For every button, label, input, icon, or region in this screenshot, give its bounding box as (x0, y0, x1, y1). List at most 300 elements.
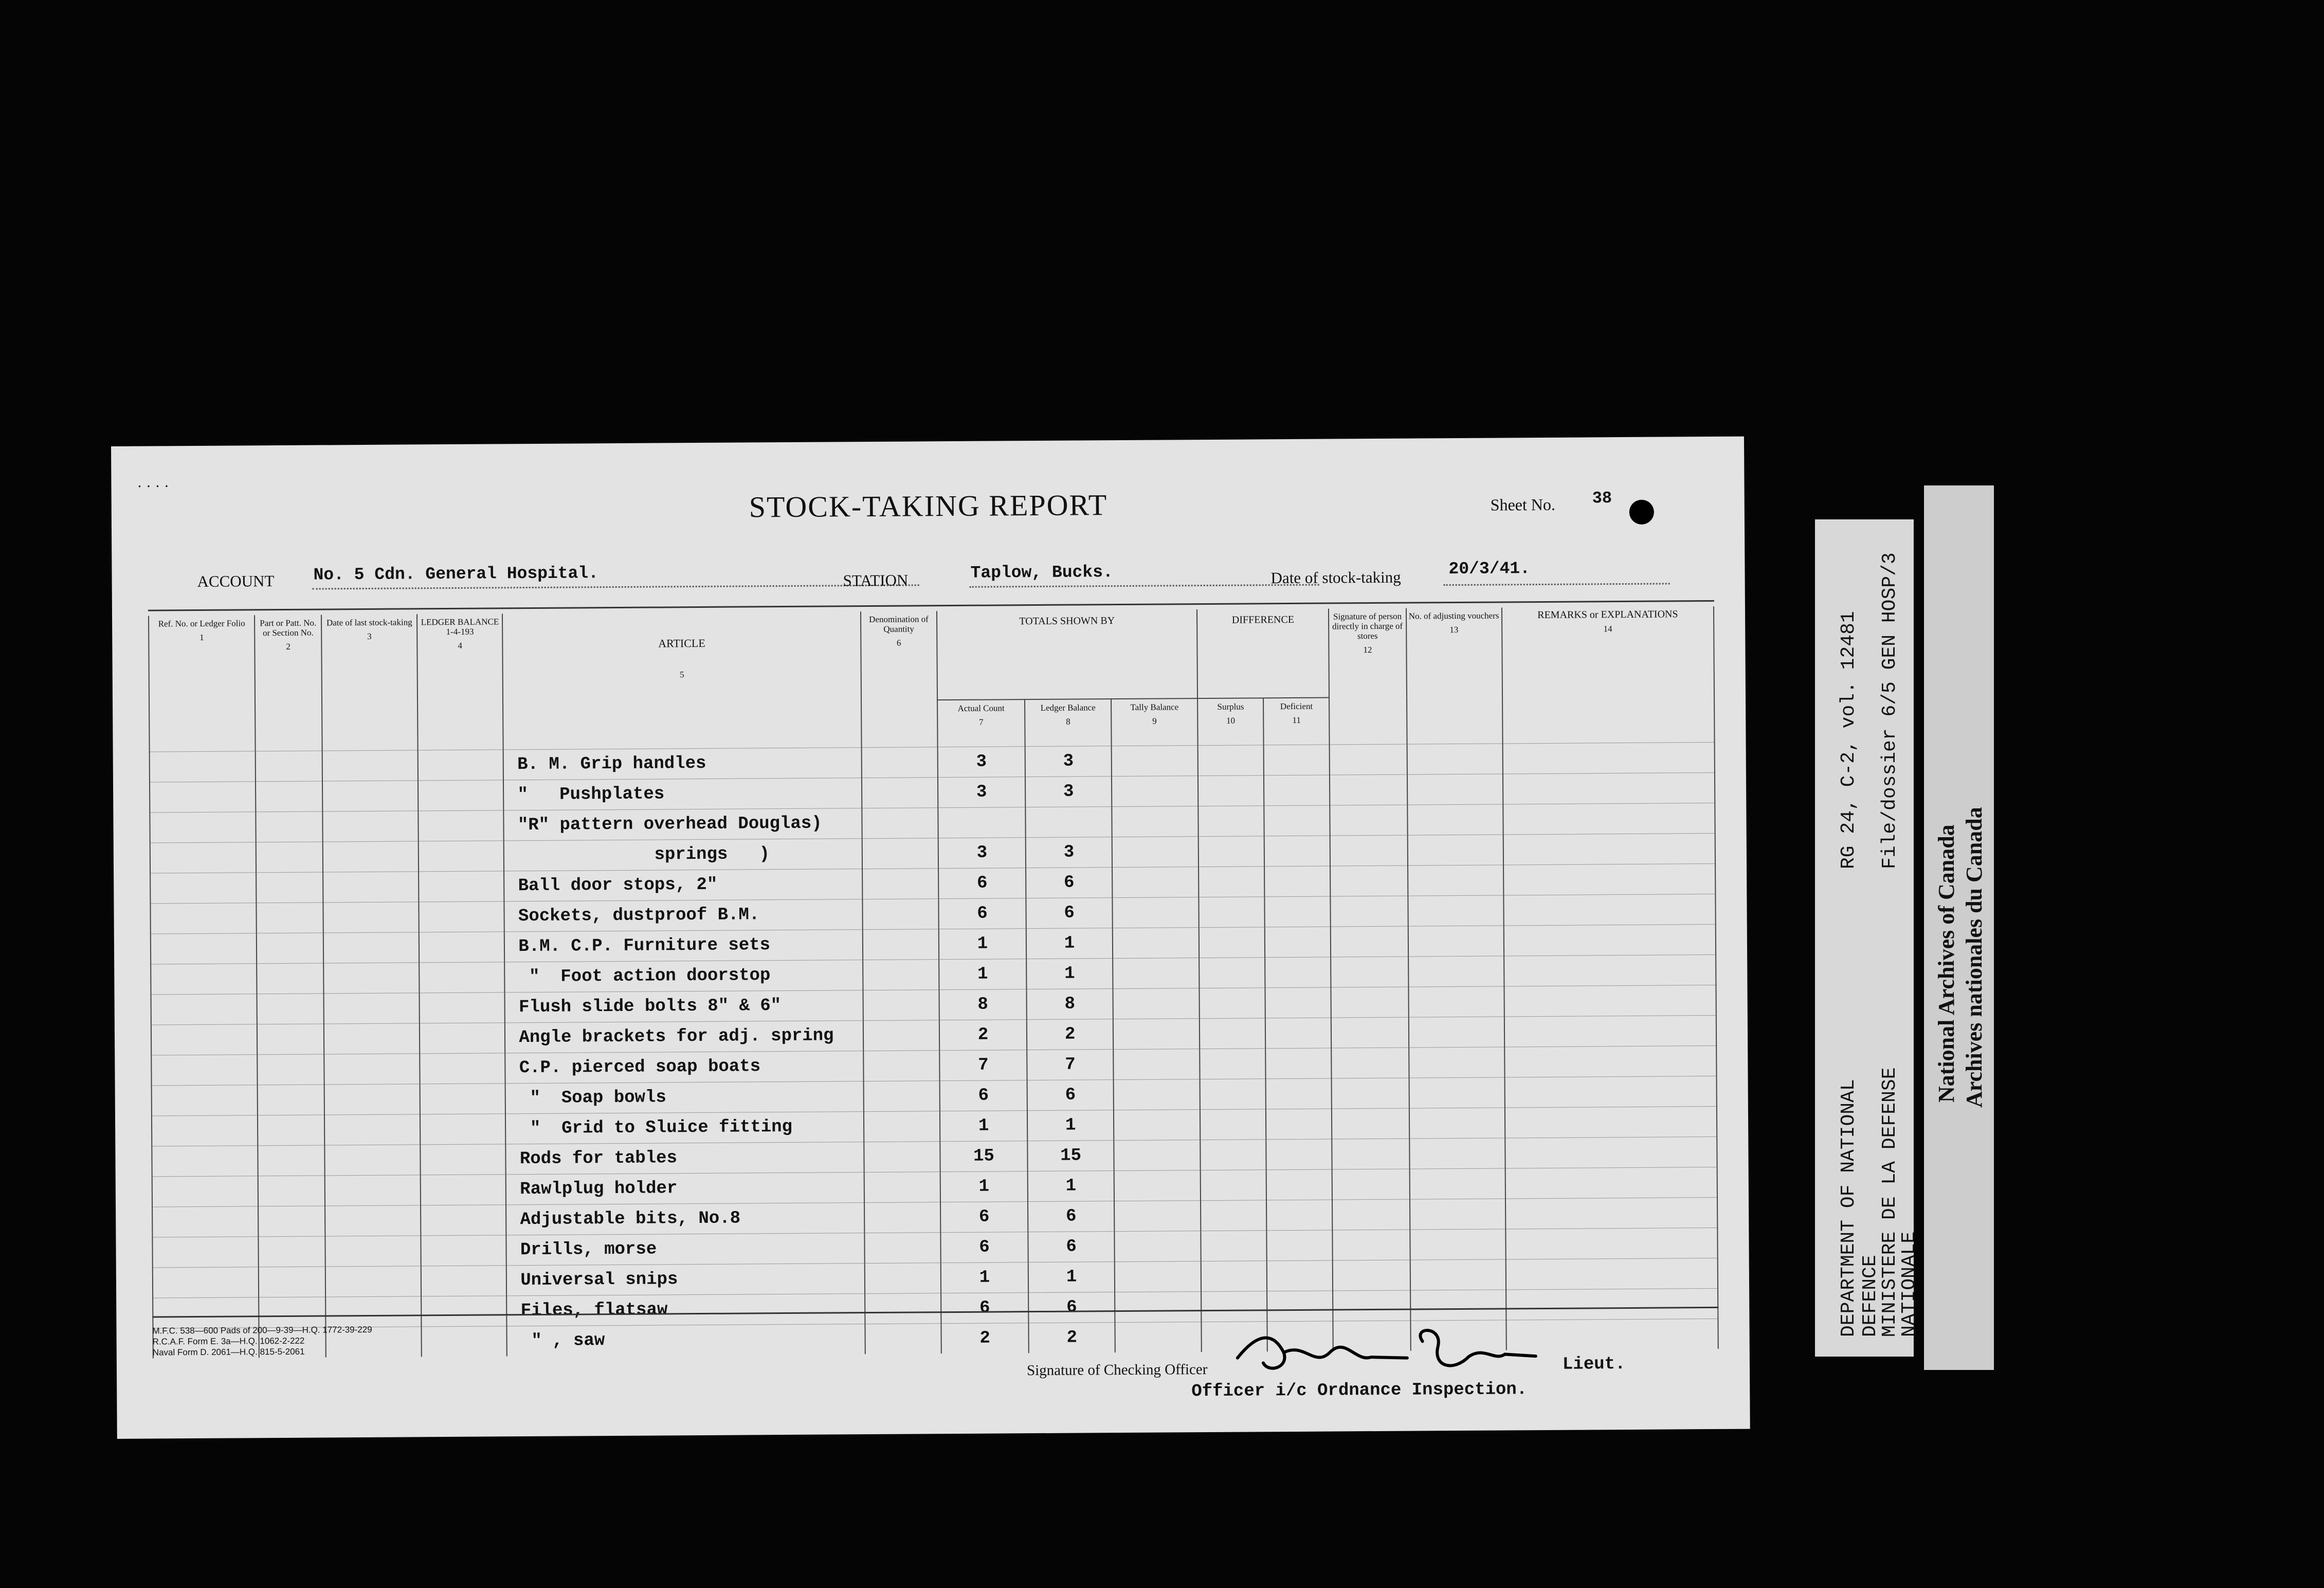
station-label: STATION (843, 571, 909, 590)
empty-cell (1264, 805, 1330, 836)
actual-count-cell: 6 (938, 898, 1026, 929)
col-actual-count: Actual Count 7 (937, 699, 1025, 747)
empty-cell (1264, 836, 1330, 867)
empty-cell (1264, 745, 1330, 775)
empty-cell (1407, 804, 1503, 835)
empty-cell (862, 899, 938, 930)
empty-cell (863, 1020, 939, 1051)
actual-count-cell: 1 (940, 1171, 1028, 1202)
empty-cell (1200, 1018, 1265, 1049)
empty-cell (257, 1024, 324, 1055)
article-cell: B.M. C.P. Furniture sets (504, 930, 863, 962)
empty-cell (1199, 927, 1265, 958)
empty-cell (1505, 1258, 1718, 1290)
station-value: Taplow, Bucks. (970, 563, 1113, 583)
date-value: 20/3/41. (1448, 559, 1531, 579)
empty-cell (1201, 1291, 1267, 1322)
actual-count-cell: 15 (940, 1141, 1027, 1172)
empty-cell (420, 1023, 505, 1054)
col-group-difference: DIFFERENCE (1197, 609, 1329, 699)
empty-cell (864, 1142, 940, 1172)
article-cell: springs ) (504, 839, 862, 871)
empty-cell (1113, 928, 1199, 959)
empty-cell (257, 994, 324, 1024)
ledger-balance-cell: 15 (1027, 1141, 1114, 1171)
empty-cell (258, 1115, 324, 1146)
empty-cell (259, 1297, 325, 1328)
empty-cell (419, 932, 504, 963)
actual-count-cell: 1 (941, 1262, 1028, 1293)
empty-cell (152, 1146, 258, 1177)
empty-cell (419, 810, 504, 841)
empty-cell (1505, 1228, 1718, 1259)
col-deficient: Deficient 11 (1263, 698, 1330, 745)
empty-cell (1410, 1229, 1505, 1260)
actual-count-cell (938, 807, 1025, 838)
empty-cell (151, 1024, 257, 1055)
empty-cell (1266, 1109, 1332, 1140)
empty-cell (1199, 836, 1264, 867)
handwritten-signature (1227, 1320, 1546, 1384)
empty-cell (1333, 1290, 1410, 1321)
actual-count-cell: 3 (938, 838, 1026, 869)
empty-cell (1112, 776, 1198, 807)
empty-cell (324, 1114, 420, 1145)
empty-cell (1113, 1049, 1200, 1080)
col-surplus: Surplus 10 (1197, 698, 1264, 745)
empty-cell (152, 1176, 258, 1207)
col-vouchers: No. of adjusting vouchers 13 (1406, 607, 1503, 744)
article-cell: Drills, morse (506, 1233, 865, 1266)
date-dotted-line (1444, 583, 1670, 586)
actual-count-cell: 2 (941, 1323, 1028, 1354)
empty-cell (421, 1266, 506, 1296)
empty-cell (1502, 742, 1715, 774)
empty-cell (1505, 1167, 1717, 1199)
empty-cell (1199, 958, 1265, 988)
empty-cell (421, 1235, 506, 1266)
empty-cell (1330, 774, 1407, 805)
empty-cell (257, 1054, 324, 1085)
ledger-balance-cell (1025, 807, 1112, 838)
empty-cell (152, 1115, 258, 1146)
ledger-balance-cell: 6 (1028, 1232, 1114, 1262)
empty-cell (1407, 774, 1502, 805)
empty-cell (1408, 865, 1503, 896)
empty-cell (1410, 1199, 1505, 1230)
archives-french: Archives nationales du Canada (1962, 807, 1987, 1108)
empty-cell (323, 932, 419, 963)
empty-cell (1409, 1077, 1504, 1108)
empty-cell (257, 933, 323, 964)
empty-cell (256, 842, 323, 873)
form-title: STOCK-TAKING REPORT (749, 488, 1108, 524)
empty-cell (1266, 1139, 1332, 1170)
empty-cell (1409, 1047, 1504, 1078)
col-ledger-balance-total: Ledger Balance 8 (1025, 699, 1112, 747)
empty-cell (1331, 987, 1408, 1018)
empty-cell (1112, 867, 1199, 898)
article-cell: Rawlplug holder (506, 1172, 864, 1205)
empty-cell (865, 1324, 941, 1354)
empty-cell (421, 1296, 506, 1327)
empty-cell (863, 929, 939, 960)
empty-cell (1503, 772, 1715, 804)
empty-cell (1265, 987, 1331, 1018)
empty-cell (1201, 1261, 1267, 1292)
ledger-balance-cell: 3 (1025, 746, 1112, 777)
article-cell: "R" pattern overhead Douglas) (504, 808, 862, 841)
empty-cell (1333, 1230, 1410, 1260)
empty-cell (1201, 1170, 1266, 1201)
empty-cell (864, 1202, 940, 1233)
empty-cell (150, 751, 256, 782)
col-article: ARTICLE 5 (502, 611, 861, 750)
empty-cell (1504, 1076, 1717, 1108)
empty-cell (1410, 1290, 1506, 1321)
dept-line-2: DEFENCE (1859, 1255, 1881, 1337)
empty-cell (1199, 867, 1264, 897)
empty-cell (1200, 1049, 1265, 1079)
col-tally-balance: Tally Balance 9 (1111, 698, 1198, 746)
ledger-balance-cell: 1 (1028, 1171, 1114, 1202)
form-print-line-2: R.C.A.F. Form E. 3a—H.Q. 1062-2-222 (152, 1336, 305, 1347)
signature-rank: Lieut. (1562, 1355, 1626, 1375)
date-label: Date of stock-taking (1270, 568, 1401, 587)
empty-cell (258, 1145, 324, 1176)
empty-cell (259, 1267, 325, 1297)
article-cell: Sockets, dustproof B.M. (504, 899, 863, 932)
empty-cell (258, 1206, 325, 1237)
empty-cell (322, 781, 418, 811)
stock-taking-form (111, 437, 1750, 1439)
empty-cell (1333, 1260, 1410, 1291)
empty-cell (153, 1267, 259, 1298)
dept-line-4: NATIONALE (1898, 1231, 1920, 1337)
empty-cell (1505, 1136, 1717, 1168)
empty-cell (418, 750, 503, 781)
empty-cell (325, 1266, 421, 1297)
empty-cell (419, 962, 504, 993)
station-dotted-line (970, 584, 1319, 588)
signature-label: Signature of Checking Officer (1026, 1361, 1208, 1379)
empty-cell (323, 963, 419, 994)
empty-cell (863, 1051, 939, 1081)
actual-count-cell: 6 (940, 1080, 1027, 1111)
empty-cell (1201, 1140, 1266, 1170)
empty-cell (150, 873, 256, 904)
actual-count-cell: 3 (938, 777, 1025, 808)
actual-count-cell: 3 (938, 747, 1025, 778)
dept-line-1: DEPARTMENT OF NATIONAL (1838, 1079, 1860, 1337)
empty-cell (150, 812, 256, 843)
empty-cell (256, 781, 322, 812)
ledger-balance-cell: 3 (1026, 837, 1112, 868)
ledger-balance-cell: 6 (1026, 868, 1112, 898)
ref-line-2: File/dossier 6/5 GEN HOSP/3 (1879, 552, 1901, 869)
empty-cell (1330, 835, 1407, 866)
empty-cell (419, 841, 504, 872)
article-cell: Flush slide bolts 8" & 6" (505, 990, 863, 1023)
empty-cell (1266, 1200, 1332, 1231)
empty-cell (150, 903, 256, 934)
article-cell: Files, flatsaw (507, 1294, 865, 1326)
empty-cell (863, 960, 939, 990)
empty-cell (1267, 1291, 1333, 1322)
empty-cell (258, 1085, 324, 1115)
empty-cell (1112, 806, 1198, 837)
empty-cell (1264, 775, 1330, 806)
empty-cell (324, 993, 420, 1024)
account-dotted-line (313, 584, 919, 589)
article-cell: " Grid to Sluice fitting (505, 1112, 864, 1144)
empty-cell (1265, 957, 1331, 988)
col-part-no: Part or Patt. No. or Section No. 2 (255, 615, 322, 751)
empty-cell (1408, 895, 1503, 926)
empty-cell (864, 1111, 940, 1142)
empty-cell (1407, 744, 1502, 774)
empty-cell (1114, 1170, 1201, 1201)
empty-cell (258, 1176, 325, 1206)
empty-cell (1115, 1322, 1202, 1353)
empty-cell (257, 903, 323, 933)
empty-cell (1407, 835, 1503, 865)
article-cell: B. M. Grip handles (503, 748, 862, 780)
actual-count-cell: 6 (940, 1202, 1028, 1233)
empty-cell (1114, 1110, 1200, 1141)
empty-cell (864, 1233, 940, 1264)
empty-cell (1505, 1197, 1718, 1229)
empty-cell (1267, 1260, 1333, 1291)
article-cell: Universal snips (506, 1264, 865, 1296)
empty-cell (323, 872, 419, 903)
empty-cell (1409, 1168, 1505, 1199)
empty-cell (324, 1084, 420, 1115)
actual-count-cell: 2 (939, 1020, 1027, 1051)
empty-cell (421, 1205, 506, 1236)
empty-cell (1266, 1169, 1332, 1200)
empty-cell (1114, 1201, 1201, 1232)
sheet-number: 38 (1592, 489, 1612, 508)
empty-cell (1504, 985, 1716, 1017)
article-cell: " , saw (507, 1324, 865, 1357)
col-ref-no: Ref. No. or Ledger Folio 1 (149, 615, 256, 752)
empty-cell (152, 1237, 258, 1268)
punch-hole (1629, 500, 1654, 525)
empty-cell (259, 1236, 325, 1267)
paper-specks: · · · · (137, 478, 170, 495)
col-denomination: Denomination of Quantity 6 (861, 611, 938, 747)
empty-cell (151, 964, 257, 995)
empty-cell (863, 1081, 939, 1112)
actual-count-cell: 7 (939, 1050, 1027, 1081)
ref-line-1: RG 24, C-2, vol. 12481 (1838, 611, 1860, 869)
empty-cell (1504, 1015, 1716, 1047)
empty-cell (1115, 1231, 1201, 1262)
stock-table (148, 606, 1719, 1359)
empty-cell (420, 993, 505, 1023)
empty-cell (1201, 1231, 1267, 1261)
dept-line-3: MINISTERE DE LA DEFENSE (1879, 1067, 1901, 1337)
empty-cell (1503, 833, 1715, 865)
empty-cell (1113, 1019, 1200, 1050)
col-group-totals: TOTALS SHOWN BY (937, 609, 1197, 700)
empty-cell (419, 901, 504, 932)
empty-cell (1200, 1109, 1266, 1140)
empty-cell (1265, 927, 1331, 958)
empty-cell (256, 751, 322, 782)
empty-cell (323, 841, 419, 872)
empty-cell (324, 1023, 420, 1054)
article-cell: " Foot action doorstop (505, 960, 863, 993)
ledger-balance-cell: 1 (1026, 959, 1113, 989)
empty-cell (1331, 926, 1408, 957)
article-cell: Adjustable bits, No.8 (506, 1203, 864, 1235)
empty-cell (1200, 1079, 1266, 1110)
empty-cell (1408, 926, 1503, 957)
empty-cell (1408, 986, 1504, 1017)
archive-reference-strip (1815, 519, 1920, 1357)
empty-cell (1113, 958, 1199, 989)
actual-count-cell: 1 (940, 1111, 1027, 1142)
account-value: No. 5 Cdn. General Hospital. (313, 564, 599, 585)
empty-cell (1506, 1288, 1718, 1320)
empty-cell (1331, 957, 1408, 987)
article-cell: " Pushplates (503, 778, 862, 810)
empty-cell (1332, 1078, 1409, 1109)
empty-cell (152, 1206, 258, 1237)
form-print-line-1: M.F.C. 538—600 Pads of 200—9-39—H.Q. 1772-39-229 (152, 1324, 372, 1336)
empty-cell (1114, 1079, 1200, 1110)
empty-cell (863, 990, 939, 1021)
ledger-balance-cell: 7 (1027, 1050, 1113, 1080)
empty-cell (151, 994, 257, 1025)
empty-cell (1503, 863, 1716, 895)
empty-cell (1112, 746, 1198, 777)
empty-cell (1112, 837, 1199, 868)
empty-cell (1330, 805, 1407, 836)
empty-cell (256, 872, 323, 903)
empty-cell (256, 811, 322, 842)
empty-cell (1199, 806, 1264, 837)
empty-cell (1199, 897, 1265, 928)
ledger-balance-cell: 1 (1028, 1262, 1115, 1293)
col-remarks: REMARKS or EXPLANATIONS 14 (1502, 606, 1715, 744)
article-cell: Ball door stops, 2" (504, 869, 862, 901)
empty-cell (1503, 803, 1715, 835)
empty-cell (1115, 1261, 1201, 1292)
article-cell: C.P. pierced soap boats (505, 1051, 864, 1084)
ledger-balance-cell: 2 (1029, 1323, 1115, 1354)
actual-count-cell: 1 (939, 929, 1026, 960)
empty-cell (1332, 1139, 1409, 1169)
empty-cell (1408, 1017, 1504, 1048)
signature-title: Officer i/c Ordnance Inspection. (1191, 1380, 1528, 1402)
empty-cell (1201, 1200, 1266, 1231)
actual-count-cell: 8 (939, 989, 1026, 1020)
empty-cell (325, 1145, 421, 1176)
empty-cell (1505, 1106, 1717, 1138)
empty-cell (324, 1054, 420, 1085)
ledger-balance-cell: 8 (1027, 989, 1113, 1020)
empty-cell (420, 1114, 505, 1145)
empty-cell (1503, 924, 1716, 956)
empty-cell (865, 1263, 941, 1294)
empty-cell (864, 1172, 940, 1203)
empty-cell (1113, 988, 1200, 1019)
form-print-info (152, 1324, 372, 1358)
empty-cell (420, 1084, 505, 1114)
empty-cell (1114, 1140, 1200, 1171)
empty-cell (1266, 1048, 1332, 1079)
account-label: ACCOUNT (197, 572, 275, 590)
archive-stamp-strip (1924, 485, 1994, 1370)
empty-cell (862, 778, 938, 808)
empty-cell (153, 1297, 259, 1328)
empty-cell (421, 1144, 506, 1175)
archives-english: National Archives of Canada (1934, 824, 1959, 1103)
empty-cell (861, 747, 937, 778)
sheet-label: Sheet No. (1490, 495, 1556, 514)
empty-cell (1331, 1017, 1408, 1048)
empty-cell (1266, 1078, 1332, 1109)
ledger-balance-cell: 1 (1027, 1110, 1114, 1141)
empty-cell (1331, 896, 1408, 927)
empty-cell (150, 782, 256, 813)
empty-cell (322, 750, 418, 781)
empty-cell (150, 842, 256, 873)
empty-cell (1198, 745, 1264, 776)
empty-cell (1265, 896, 1331, 927)
ledger-balance-cell: 2 (1027, 1019, 1113, 1050)
empty-cell (151, 1055, 257, 1086)
empty-cell (862, 869, 938, 899)
empty-cell (323, 811, 419, 842)
ledger-balance-cell: 6 (1028, 1201, 1114, 1232)
ledger-balance-cell: 3 (1025, 777, 1112, 807)
empty-cell (1408, 956, 1504, 987)
empty-cell (862, 838, 938, 869)
empty-cell (325, 1175, 421, 1206)
empty-cell (151, 933, 257, 964)
empty-cell (422, 1326, 507, 1357)
empty-cell (1267, 1230, 1333, 1261)
empty-cell (152, 1085, 258, 1116)
empty-cell (1330, 865, 1407, 896)
empty-cell (1332, 1169, 1409, 1200)
actual-count-cell: 1 (939, 959, 1026, 990)
ledger-balance-cell: 6 (1027, 1080, 1114, 1111)
empty-cell (1265, 1018, 1331, 1049)
empty-cell (257, 963, 323, 994)
col-signature: Signature of person directly in charge of stores 12 (1329, 608, 1407, 745)
empty-cell (325, 1296, 421, 1327)
empty-cell (1409, 1108, 1504, 1139)
ledger-balance-cell: 1 (1026, 928, 1113, 959)
empty-cell (419, 871, 504, 902)
article-cell: " Soap bowls (505, 1081, 864, 1114)
empty-cell (1409, 1138, 1505, 1169)
empty-cell (1200, 988, 1265, 1019)
empty-cell (420, 1053, 505, 1084)
col-date-last: Date of last stock-taking 3 (321, 614, 418, 751)
empty-cell (865, 1293, 941, 1324)
article-cell: Rods for tables (506, 1142, 864, 1175)
empty-cell (325, 1236, 421, 1267)
col-ledger-balance: LEDGER BALANCE 1-4-193 4 (417, 613, 503, 750)
ledger-balance-cell: 6 (1028, 1292, 1115, 1323)
empty-cell (1504, 954, 1716, 986)
